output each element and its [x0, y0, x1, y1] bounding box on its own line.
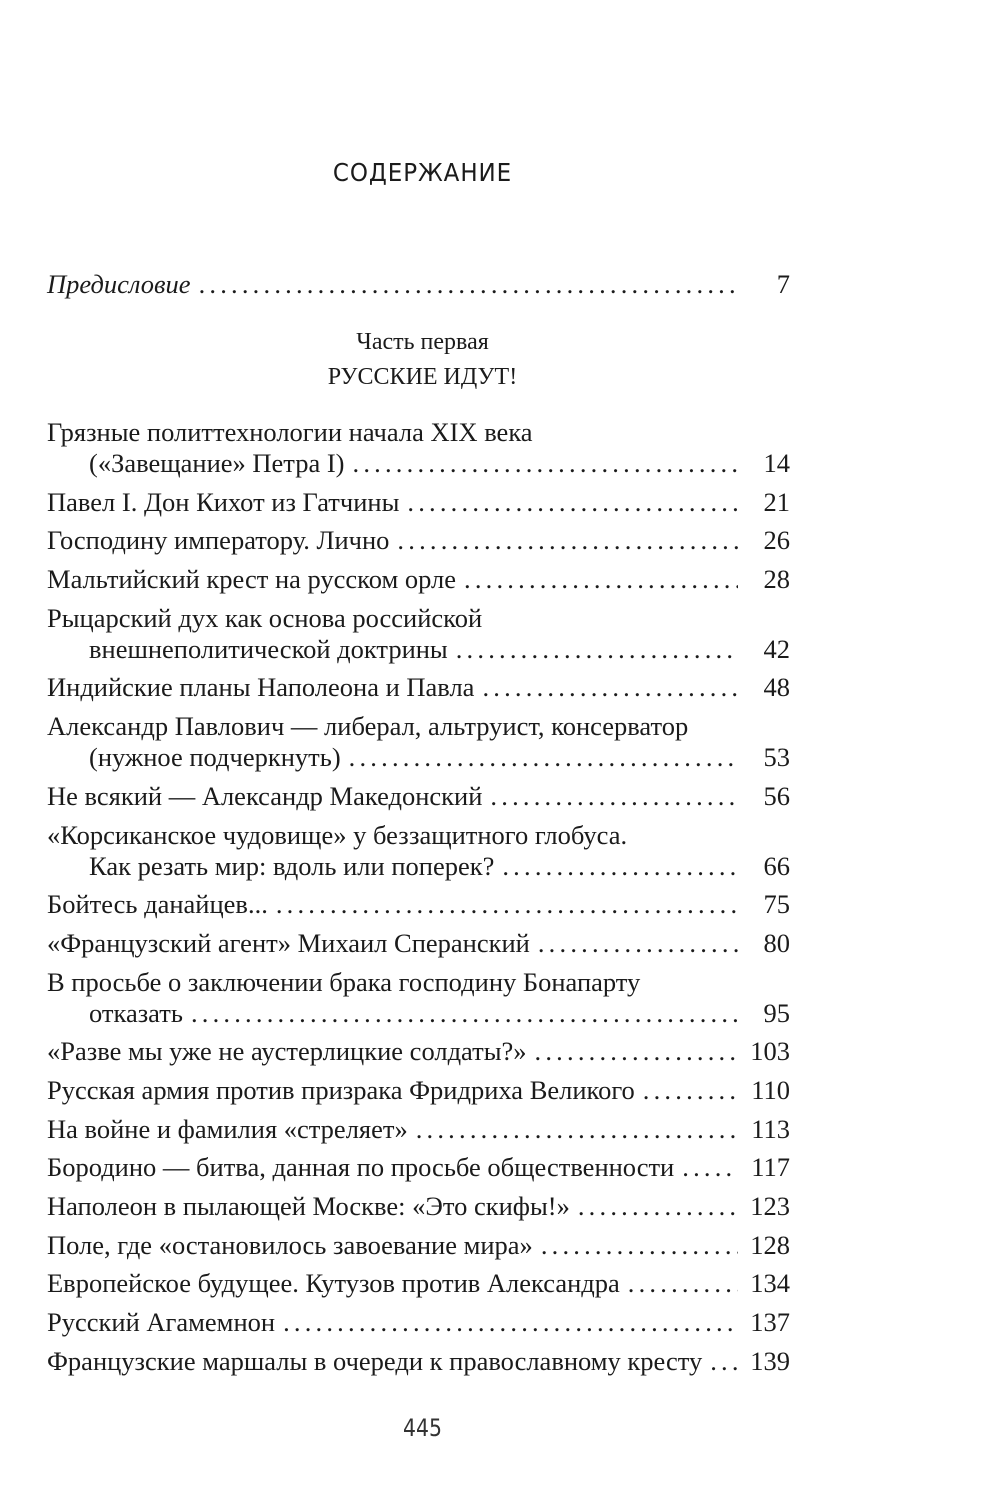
dot-leader [643, 1075, 738, 1106]
toc-entry-line [47, 672, 790, 703]
toc-entry [47, 603, 790, 665]
toc-entry [47, 1075, 790, 1106]
toc-entry-line [47, 1346, 790, 1377]
entry-page: 117 [751, 1152, 790, 1183]
dot-leader [397, 525, 738, 556]
toc-entry [47, 1114, 790, 1145]
toc-entry-line [47, 564, 790, 595]
entry-page: 7 [776, 269, 790, 299]
toc-entry-line [47, 525, 790, 556]
entry-page: 110 [751, 1074, 790, 1105]
toc-entry [47, 711, 790, 773]
toc-entry-line [47, 928, 790, 959]
entry-title: На войне и фамилия «стреляет» [47, 1113, 408, 1144]
toc-entry-preface [47, 269, 790, 300]
entry-title: Господину императору. Лично [47, 525, 390, 556]
part-name: РУССКИЕ ИДУТ! [327, 364, 518, 390]
entry-title: (нужное подчеркнуть) [89, 742, 341, 773]
entry-page: 103 [750, 1036, 790, 1067]
entry-title: Бойтесь данайцев... [47, 889, 268, 920]
entry-page: 26 [763, 525, 790, 556]
entry-page: 95 [763, 997, 790, 1028]
toc-entry-line [47, 1036, 790, 1067]
entry-page: 113 [751, 1113, 790, 1144]
entry-page: 80 [763, 927, 790, 958]
entry-title: Русская армия против призрака Фридриха Великого [47, 1074, 635, 1105]
dot-leader [416, 1114, 738, 1145]
entry-page: 56 [763, 780, 790, 811]
toc-entry [47, 1346, 790, 1377]
toc-entry-line [47, 1075, 790, 1106]
entry-title: Европейское будущее. Кутузов против Александра [47, 1268, 620, 1299]
page-number: 445 [403, 1414, 442, 1442]
entry-title: («Завещание» Петра I) [89, 448, 345, 478]
entry-title: Поле, где «остановилось завоевание мира» [47, 1229, 533, 1260]
entry-title: Русский Агамемнон [47, 1307, 276, 1338]
entry-title: Предисловие [47, 269, 191, 299]
toc-entry [47, 1307, 790, 1338]
toc-entry [47, 820, 790, 882]
toc-entry [47, 564, 790, 595]
dot-leader [578, 1191, 738, 1222]
entry-title: Как резать мир: вдоль или поперек? [89, 850, 495, 881]
entry-page: 134 [750, 1268, 790, 1299]
toc-entry [47, 417, 790, 479]
toc-entry [47, 1191, 790, 1222]
dot-leader [349, 742, 738, 773]
toc-entry-line [47, 634, 790, 665]
toc-entry-line [47, 1268, 790, 1299]
dot-leader [464, 564, 738, 595]
entry-page: 28 [763, 564, 790, 595]
toc-entry [47, 1036, 790, 1067]
toc-entry-line [47, 1230, 790, 1261]
entry-page: 75 [763, 889, 790, 920]
entry-title: Грязные политтехнологии начала XIX века [47, 417, 533, 447]
entry-page: 139 [750, 1345, 790, 1376]
toc-entry-line [47, 711, 790, 742]
toc-entry-line [47, 851, 790, 882]
entry-title: Индийские планы Наполеона и Павла [47, 672, 475, 703]
toc-entry-line [47, 603, 790, 634]
toc-entry [47, 967, 790, 1029]
toc-entry [47, 1230, 790, 1261]
entry-title: «Французский агент» Михаил Сперанский [47, 927, 530, 958]
entry-title: Павел I. Дон Кихот из Гатчины [47, 486, 400, 517]
dot-leader [710, 1346, 738, 1377]
dot-leader [456, 634, 738, 665]
dot-leader [407, 487, 738, 518]
toc-entry-line [47, 1307, 790, 1338]
dot-leader [191, 998, 738, 1029]
entry-page: 21 [763, 486, 790, 517]
entry-title: В просьбе о заключении брака господину Бонапарту [47, 966, 641, 997]
entry-title: Бородино — битва, данная по просьбе общественности [47, 1152, 675, 1183]
entry-title: отказать [89, 997, 183, 1028]
toc-entry-line [47, 967, 790, 998]
toc-entry-line [47, 487, 790, 518]
toc-entry-line [47, 742, 790, 773]
dot-leader [482, 672, 738, 703]
entry-page: 137 [750, 1307, 790, 1338]
entry-page: 123 [750, 1191, 790, 1221]
dot-leader [682, 1152, 738, 1183]
entry-title: Не всякий — Александр Македонский [47, 780, 483, 811]
toc-entry-line [47, 448, 790, 479]
page-title: СОДЕРЖАНИЕ [332, 158, 513, 187]
dot-leader [538, 928, 738, 959]
toc-entry-line [47, 417, 790, 448]
toc-entry [47, 487, 790, 518]
entry-page: 128 [750, 1229, 790, 1260]
entry-page: 66 [763, 850, 790, 881]
toc-entry [47, 1268, 790, 1299]
dot-leader [628, 1268, 738, 1299]
toc-entry-line [47, 889, 790, 920]
entry-page: 48 [763, 672, 790, 703]
entry-page: 42 [763, 633, 790, 664]
toc-entry [47, 781, 790, 812]
toc-entry-line [47, 1152, 790, 1183]
toc-entry-line [47, 1191, 790, 1222]
entry-title: Мальтийский крест на русском орле [47, 564, 456, 595]
dot-leader [353, 448, 739, 479]
toc-entry-line [47, 998, 790, 1029]
toc-entry-line [47, 1114, 790, 1145]
entry-title: «Корсиканское чудовище» у беззащитного глобуса. [47, 819, 628, 850]
part-number: Часть первая [356, 329, 489, 355]
entry-page: 14 [763, 448, 790, 478]
toc-entry-line [47, 820, 790, 851]
entry-title: Рыцарский дух как основа российской [47, 602, 483, 633]
toc-entry-line [47, 781, 790, 812]
toc-list [47, 417, 790, 1384]
entry-title: «Разве мы уже не аустерлицкие солдаты?» [47, 1036, 527, 1067]
toc-entry [47, 1152, 790, 1183]
dot-leader [541, 1230, 738, 1261]
dot-leader [283, 1307, 738, 1338]
dot-leader [535, 1036, 738, 1067]
dot-leader [490, 781, 738, 812]
dot-leader [276, 889, 738, 920]
entry-page: 53 [763, 742, 790, 773]
entry-title: Французские маршалы в очереди к православному кресту [47, 1345, 703, 1376]
entry-title: Наполеон в пылающей Москве: «Это скифы!» [47, 1191, 570, 1221]
entry-title: Александр Павлович — либерал, альтруист, консерватор [47, 711, 689, 742]
toc-entry [47, 672, 790, 703]
toc-entry [47, 928, 790, 959]
dot-leader [502, 851, 738, 882]
toc-entry [47, 525, 790, 556]
toc-entry [47, 889, 790, 920]
dot-leader [199, 269, 738, 300]
entry-title: внешнеполитической доктрины [89, 633, 448, 664]
